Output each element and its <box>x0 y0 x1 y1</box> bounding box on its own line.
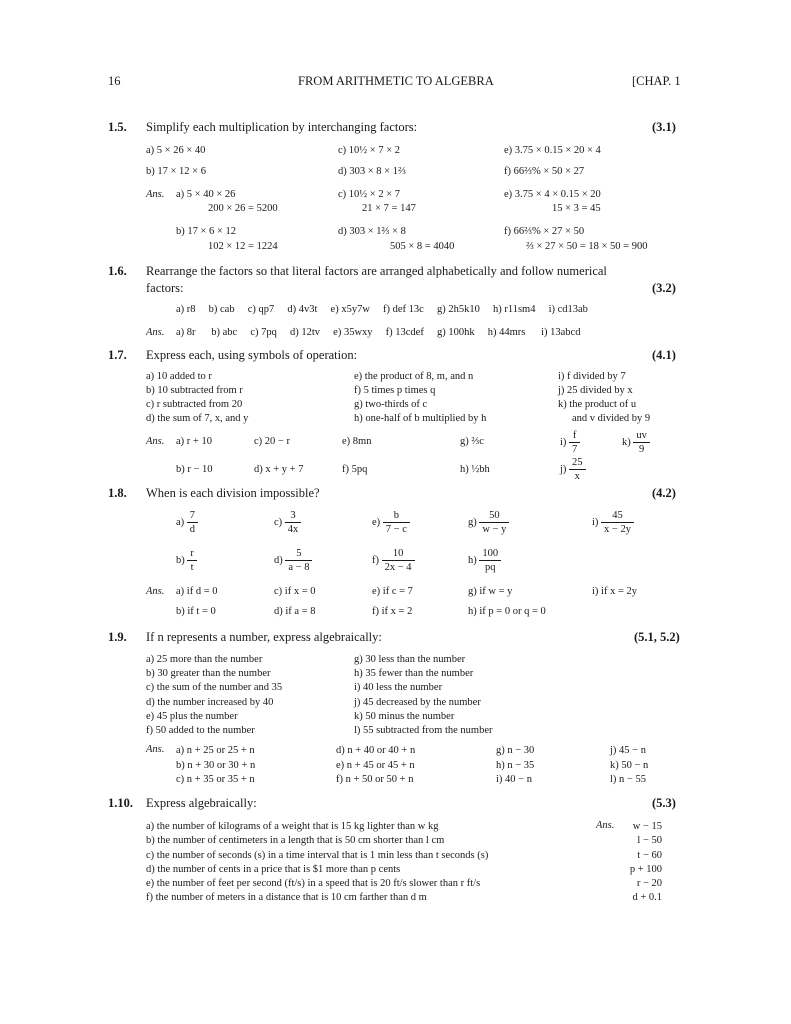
problem-title: When is each division impossible? <box>146 486 320 500</box>
answer-item: ⅔ × 27 × 50 = 18 × 50 = 900 <box>526 241 648 252</box>
section-ref: (4.1) <box>652 348 676 362</box>
question-item: b) 10 subtracted from r <box>146 385 243 396</box>
question-item: h) one-half of b multiplied by h <box>354 413 487 424</box>
problem-number: 1.6. <box>108 264 127 278</box>
question-item: e) 3.75 × 0.15 × 20 × 4 <box>504 145 601 156</box>
list-item: i) 40 less the number <box>354 682 443 694</box>
list-item: h) 35 fewer than the number <box>354 668 474 680</box>
question-item: g) two-thirds of c <box>354 399 428 410</box>
numerator: f <box>569 429 580 443</box>
answer-list: j) 45 − n k) 50 − n l) n − 55 <box>610 745 649 785</box>
question-item: a) 5 × 26 × 40 <box>146 145 206 156</box>
denominator: 7 <box>572 444 578 455</box>
question-item: i) $\frac{45}{x - 2y}$ <box>592 509 634 536</box>
answer-item: 15 × 3 = 45 <box>552 203 601 214</box>
answer-list: a) n + 25 or 25 + n b) n + 30 or 30 + n c) n + 35 or 35 + n <box>176 745 256 785</box>
question-item: h) $\frac{100}{pq}$ <box>468 547 501 574</box>
question-item: d) $\frac{5}{a - 8}$ <box>274 547 312 574</box>
answer-item: 102 × 12 = 1224 <box>208 241 278 252</box>
list-item: j) 45 decreased by the number <box>354 696 481 708</box>
list-item: a) 25 more than the number <box>146 654 263 665</box>
question-list <box>146 653 282 738</box>
answer-item: a) r + 10 <box>176 436 212 447</box>
section-ref: (5.1, 5.2) <box>634 630 680 644</box>
running-title: FROM ARITHMETIC TO ALGEBRA <box>298 74 494 88</box>
problem-number: 1.9. <box>108 630 127 644</box>
list-item: b) the number of centimeters in a length that is 50 cm shorter than l cm <box>146 835 445 847</box>
answer-item: b) if t = 0 <box>176 606 216 617</box>
answer-label: Ans. <box>146 586 165 597</box>
denominator: x <box>574 471 580 482</box>
answer-item: g) ⅔c <box>460 436 484 447</box>
answer-item: c) if x = 0 <box>274 586 316 597</box>
question-item: b) $\frac{r}{t}$ <box>176 547 197 574</box>
question-item: k) the product of u <box>558 399 637 410</box>
answer-label: Ans. <box>146 327 165 338</box>
numerator: uv <box>633 429 650 443</box>
list-item: e) 45 plus the number <box>146 710 238 722</box>
list-item: c) the sum of the number and 35 <box>146 682 283 694</box>
question-item: c) r subtracted from 20 <box>146 399 243 410</box>
question-item: i) f divided by 7 <box>558 371 626 382</box>
answer-item: e) 8mn <box>342 436 372 447</box>
answer-item: b) 17 × 6 × 12 <box>176 226 236 237</box>
list-item: g) 30 less than the number <box>354 654 466 665</box>
question-item: b) 17 × 12 × 6 <box>146 166 206 177</box>
list-item: l) 55 subtracted from the number <box>354 725 493 737</box>
question-item: d) the sum of 7, x, and y <box>146 413 249 424</box>
question-list <box>146 820 488 906</box>
answer-item: b) r − 10 <box>176 464 213 475</box>
question-list <box>354 653 493 738</box>
problem-title: factors: <box>146 281 184 295</box>
problem-title: Simplify each multiplication by interchanging factors: <box>146 120 418 134</box>
answer-item: 21 × 7 = 147 <box>362 203 416 214</box>
list-item: f) 50 added to the number <box>146 725 255 737</box>
answer-item: a) 5 × 40 × 26 <box>176 189 236 200</box>
problem-title: Express each, using symbols of operation: <box>146 348 358 362</box>
answer-item: i) $\frac{f}{7}$ <box>560 429 580 456</box>
list-item: d) the number of cents in a price that is $1 more than p cents <box>146 863 401 875</box>
list-item: f) the number of meters in a distance that is 10 cm farther than d m <box>146 892 427 904</box>
denominator: 9 <box>639 444 645 455</box>
answer-item: e) if c = 7 <box>372 586 413 597</box>
answer-item: d) 303 × 1⅔ × 8 <box>338 226 406 237</box>
list-item: e) the number of feet per second (ft/s) in a speed that is 20 ft/s slower than r ft/s <box>146 878 481 890</box>
answer-item: a) if d = 0 <box>176 586 218 597</box>
question-item: f) 5 times p times q <box>354 385 436 396</box>
chapter-label: [CHAP. 1 <box>632 74 681 88</box>
answer-label: Ans. <box>146 436 165 447</box>
list-item: c) the number of seconds (s) in a time interval that is 1 min less than t seconds (s) <box>146 849 489 861</box>
page-number: 16 <box>108 74 121 88</box>
list-item: k) 50 minus the number <box>354 710 455 722</box>
problem-title: Rearrange the factors so that literal factors are arranged alphabetically and follow numerical <box>146 264 607 278</box>
problem-number: 1.5. <box>108 120 127 134</box>
answer-item: e) 3.75 × 4 × 0.15 × 20 <box>504 189 601 200</box>
question-row: a) r8 b) cab c) qp7 d) 4v3t e) x5y7w f) def 13c g) 2h5k10 h) r11sm4 i) cd13ab <box>176 304 588 315</box>
answer-item: 200 × 26 = 5200 <box>208 203 278 214</box>
list-item: b) 30 greater than the number <box>146 668 271 680</box>
answer-item: f) 66⅔% × 27 × 50 <box>504 226 585 237</box>
answer-list: g) n − 30 h) n − 35 i) 40 − n <box>496 745 535 785</box>
section-ref: (5.3) <box>652 796 676 810</box>
answer-label: Ans. <box>146 189 165 200</box>
problem-number: 1.10. <box>108 796 133 810</box>
answer-item: k) $\frac{uv}{9}$ <box>622 429 650 456</box>
question-item: and v divided by 9 <box>572 413 651 424</box>
answer-list: d) n + 40 or 40 + n e) n + 45 or 45 + n f) n + 50 or 50 + n <box>336 745 416 785</box>
problem-title: Express algebraically: <box>146 796 257 810</box>
answer-item: j) $\frac{25}{x}$ <box>560 456 586 483</box>
answer-list: w − 15 l − 50 t − 60 p + 100 r − 20 d + 0.1 <box>629 821 662 904</box>
answer-item: f) if x = 2 <box>372 606 413 617</box>
answer-item: f) 5pq <box>342 464 368 475</box>
numerator: 25 <box>569 456 586 470</box>
answer-item: d) if a = 8 <box>274 606 316 617</box>
answer-item: h) ½bh <box>460 464 490 475</box>
answer-label: Ans. <box>146 744 165 755</box>
question-item: e) $\frac{b}{7 - c}$ <box>372 509 410 536</box>
question-item: c) $\frac{3}{4x}$ <box>274 509 301 536</box>
problem-number: 1.7. <box>108 348 127 362</box>
question-item: a) 10 added to r <box>146 371 212 382</box>
answer-item: g) if w = y <box>468 586 513 597</box>
answer-item: i) if x = 2y <box>592 586 637 597</box>
problem-number: 1.8. <box>108 486 127 500</box>
section-ref: (3.2) <box>652 281 676 295</box>
question-item: c) 10½ × 7 × 2 <box>338 145 401 156</box>
section-ref: (4.2) <box>652 486 676 500</box>
section-ref: (3.1) <box>652 120 676 134</box>
list-item: d) the number increased by 40 <box>146 696 274 708</box>
list-item: a) the number of kilograms of a weight that is 15 kg lighter than w kg <box>146 821 439 832</box>
question-item: f) $\frac{10}{2x - 4}$ <box>372 547 415 574</box>
question-item: d) 303 × 8 × 1⅔ <box>338 166 406 177</box>
answer-item: c) 10½ × 2 × 7 <box>338 189 401 200</box>
question-item: e) the product of 8, m, and n <box>354 371 474 382</box>
answer-item: 505 × 8 = 4040 <box>390 241 455 252</box>
question-item: a) $\frac{7}{d}$ <box>176 509 198 536</box>
question-item: g) $\frac{50}{w - y}$ <box>468 509 509 536</box>
answer-item: c) 20 − r <box>254 436 290 447</box>
answer-label: Ans. <box>596 820 615 831</box>
answer-row: a) 8r b) abc c) 7pq d) 12tv e) 35wxy f) 13cdef g) 100hk h) 44mrs i) 13abcd <box>176 327 581 338</box>
answer-item: h) if p = 0 or q = 0 <box>468 606 546 617</box>
question-item: f) 66⅔% × 50 × 27 <box>504 166 585 177</box>
question-item: j) 25 divided by x <box>558 385 633 396</box>
answer-item: d) x + y + 7 <box>254 464 304 475</box>
problem-title: If n represents a number, express algebraically: <box>146 630 382 644</box>
